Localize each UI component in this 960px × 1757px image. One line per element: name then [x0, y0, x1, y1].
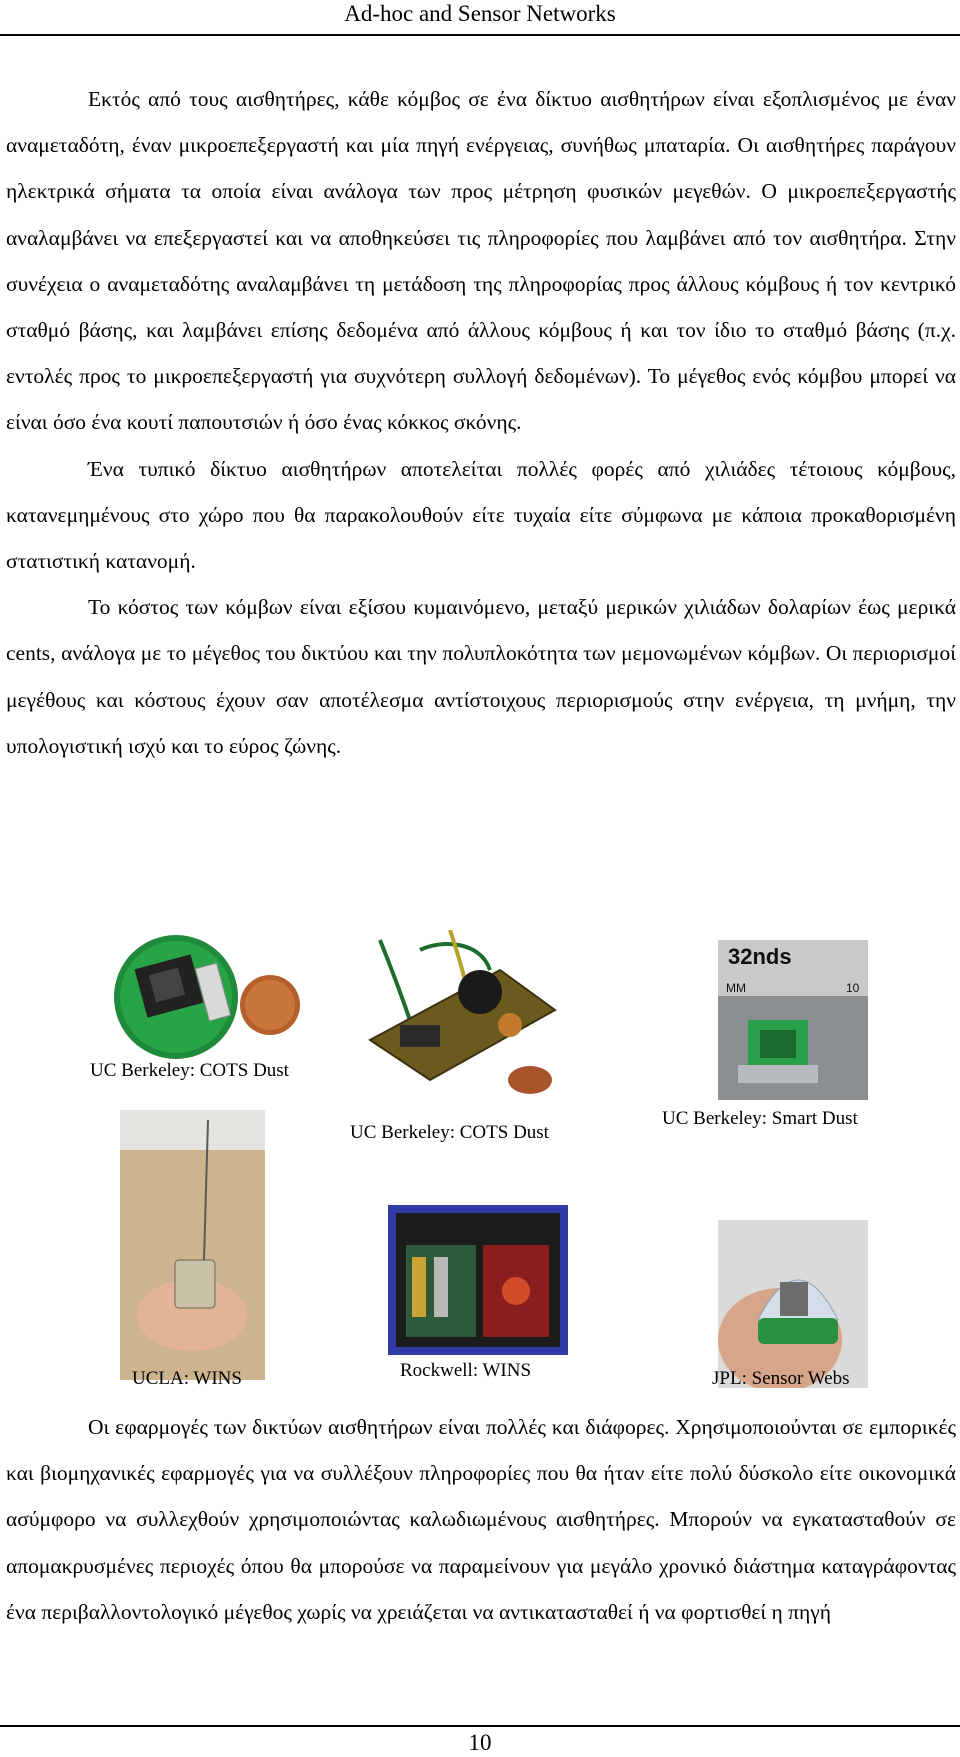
ruler-label: 32nds: [728, 944, 792, 969]
figure-caption: UC Berkeley: COTS Dust: [350, 1122, 549, 1143]
figure-caption: UC Berkeley: Smart Dust: [662, 1108, 858, 1129]
figure-caption: JPL: Sensor Webs: [712, 1368, 850, 1389]
page-footer: [0, 1725, 960, 1757]
jpl-sensor-webs-photo: [718, 1220, 868, 1388]
cots-dust-board-photo: [360, 930, 560, 1105]
ruler-mark: 10: [846, 981, 860, 995]
paragraph: Οι εφαρμογές των δικτύων αισθητήρων είναι πολλές και διάφορες. Χρησιμοποιούνται σε εμπορικές και βιομηχανικές εφαρμογές για να συλλέξουν πληροφορίες που θα ήταν είτε πολύ δύσκολο είτε οικονομικά ασύμφορο να συλλεχθούν χρησιμοποιώντας καλωδιωμένους αισθητήρες. Μπορούν να εγκατασταθούν σε απομακρυσμένες περιοχές όπου θα μπορούσε να παραμείνουν για μεγάλο χρονικό διάστημα καταγράφοντας ένα περιβαλλοντολογικό μέγεθος χωρίς να χρειάζεται να αντικατασταθεί ή να φορτισθεί η πηγή: [6, 1415, 956, 1624]
paragraph: Το κόστος των κόμβων είναι εξίσου κυμαινόμενο, μεταξύ μερικών χιλιάδων δολαρίων έως μερικά cents, ανάλογα με το μέγεθος του δικτύου και την πολυπλοκότητα των μεμονωμένων κόμβων. Οι περιορισμοί μεγέθους και κόστους έχουν σαν αποτέλεσμα αντίστοιχους περιορισμούς στην ενέργεια, τη μνήμη, την υπολογιστική ισχύ και το εύρος ζώνης.: [6, 595, 956, 758]
rockwell-wins-photo: [388, 1205, 568, 1355]
ruler-unit: MM: [726, 981, 746, 995]
body-text-bottom: [6, 1404, 956, 1635]
running-title: Ad-hoc and Sensor Networks: [344, 1, 616, 26]
figure-caption: Rockwell: WINS: [400, 1360, 532, 1381]
paragraph: Ένα τυπικό δίκτυο αισθητήρων αποτελείται πολλές φορές από χιλιάδες τέτοιους κόμβους, κατανεμημένους στο χώρο που θα παρακολουθούν είτε τυχαία είτε σύμφωνα με κάποια προκαθορισμένη στατιστική κατανομή.: [6, 456, 956, 574]
ucla-wins-photo: [120, 1110, 265, 1380]
cots-dust-round-photo: [92, 935, 307, 1060]
figure-caption: UC Berkeley: COTS Dust: [90, 1060, 289, 1081]
paragraph: Εκτός από τους αισθητήρες, κάθε κόμβος σε ένα δίκτυο αισθητήρων είναι εξοπλισμένος με έναν αναμεταδότη, έναν μικροεπεξεργαστή και μία πηγή ενέργειας, συνήθως μπαταρία. Οι αισθητήρες παράγουν ηλεκτρικά σήματα τα οποία είναι ανάλογα των προς μέτρηση φυσικών μεγεθών. Ο μικροεπεξεργαστής αναλαμβάνει να επεξεργαστεί και να αποθηκεύσει τις πληροφορίες που λαμβάνει από τον αισθητήρα. Στην συνέχεια ο αναμεταδότης αναλαμβάνει τη μετάδοση της πληροφορίας προς άλλους κόμβους ή τον κεντρικό σταθμό βάσης, και λαμβάνει επίσης δεδομένα από άλλους κόμβους ή και τον ίδιο το σταθμό βάσης (π.χ. εντολές προς το μικροεπεξεργαστή για συχνότερη συλλογή δεδομένων). Το μέγεθος ενός κόμβου μπορεί να είναι όσο ένα κουτί παπουτσιών ή όσο ένας κόκκος σκόνης.: [6, 87, 956, 435]
page-header: [0, 0, 960, 36]
smart-dust-photo: [718, 940, 868, 1100]
body-text-top: [6, 76, 956, 769]
figure-caption: UCLA: WINS: [132, 1368, 242, 1389]
page-number: 10: [468, 1730, 492, 1755]
